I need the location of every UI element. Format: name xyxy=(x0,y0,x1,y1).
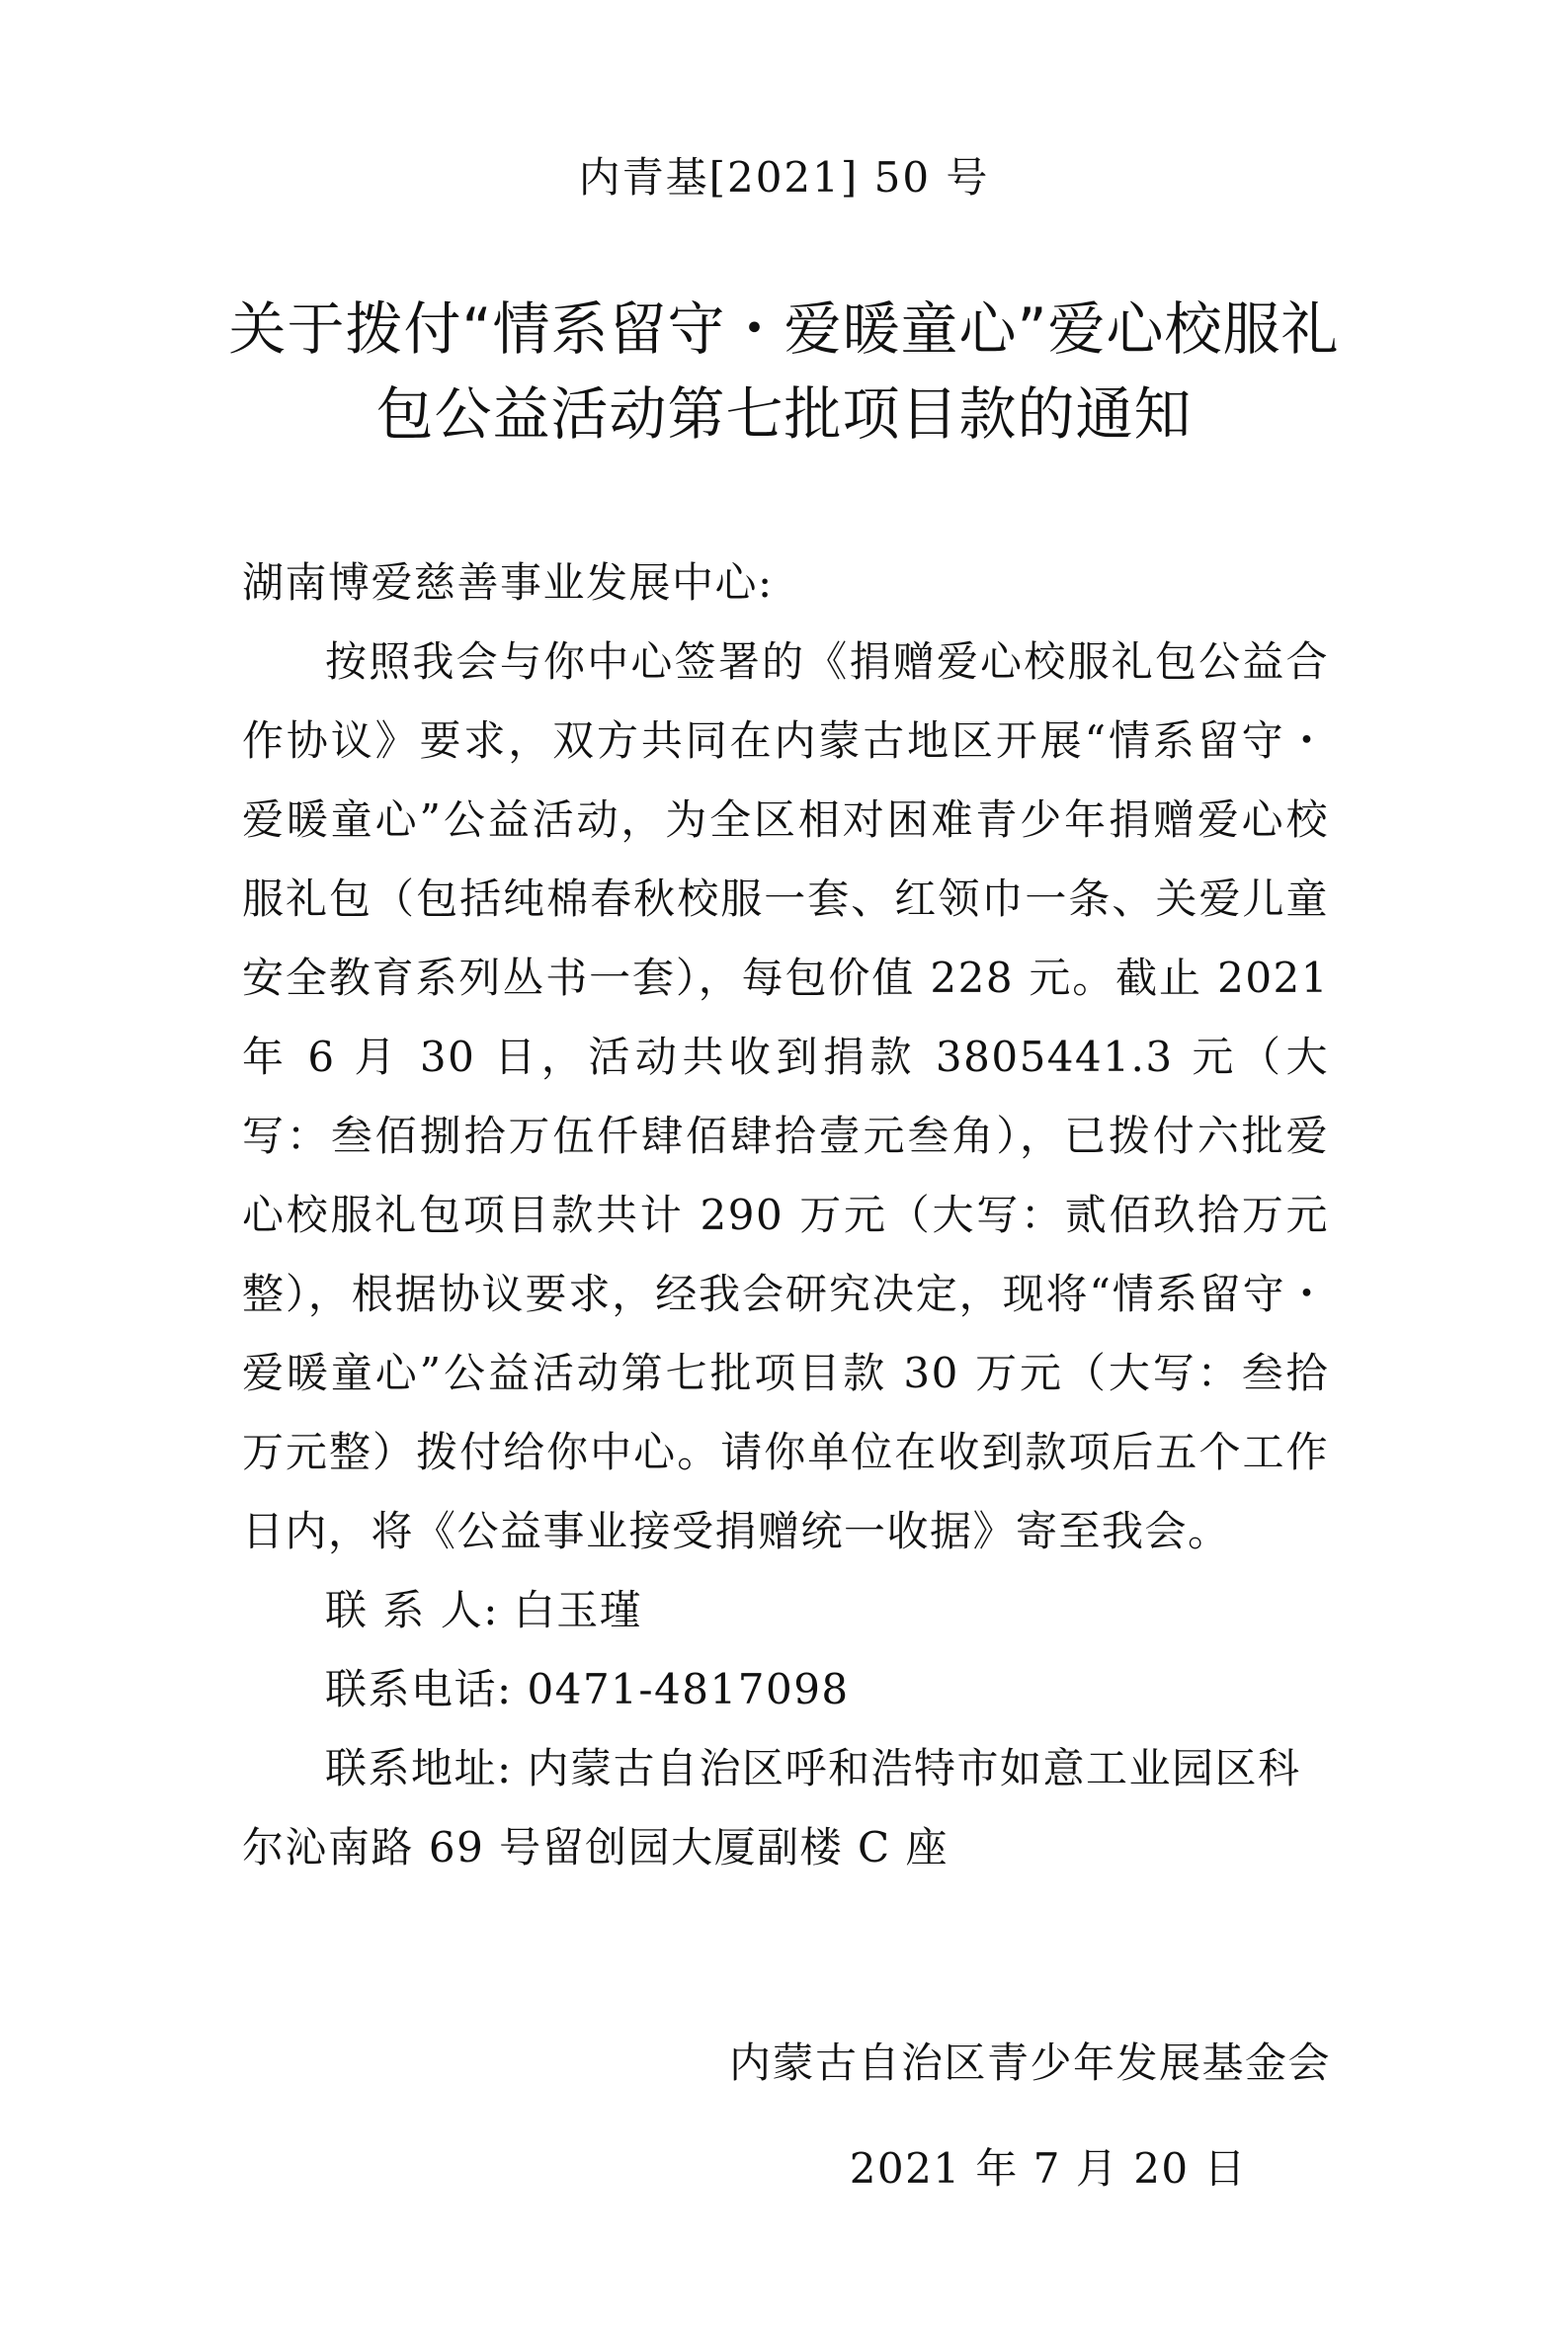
document-title xyxy=(198,287,1370,457)
issue-date: 2021 年 7 月 20 日 xyxy=(849,2144,1247,2193)
document-body xyxy=(242,543,1329,1887)
document-title-line-2: 包公益活动第七批项目款的通知 xyxy=(375,380,1193,448)
contact-address: 联系地址: 内蒙古自治区呼和浩特市如意工业园区科尔沁南路 69 号留创园大厦副楼 C 座 xyxy=(242,1744,1301,1872)
contact-person: 联 系 人: 白玉瑾 xyxy=(325,1586,643,1634)
document-number: 内青基[2021] 50 号 xyxy=(578,153,990,202)
salutation: 湖南博爱慈善事业发展中心: xyxy=(242,558,774,607)
contact-phone: 联系电话: 0471-4817098 xyxy=(325,1665,850,1713)
main-paragraph: 按照我会与你中心签署的《捐赠爱心校服礼包公益合作协议》要求，双方共同在内蒙古地区开展“情系留守・爱暖童心”公益活动，为全区相对困难青少年捐赠爱心校服礼包（包括纯棉春秋校服一套、红领巾一条、关爱儿童安全教育系列丛书一套），每包价值 228 元。截止 2021 年 6 月 30 日，活动共收到捐款 3805441.3 元（大写：叁佰捌拾万伍仟肆佰肆拾壹元叁角），已拨付六批爱心校服礼包项目款共计 290 万元（大写：贰佰玖拾万元整），根据协议要求，经我会研究决定，现将“情系留守・爱暖童心”公益活动第七批项目款 30 万元（大写：叁拾万元整）拨付给你中心。请你单位在收到款项后五个工作日内，将《公益事业接受捐赠统一收据》寄至我会。 xyxy=(242,637,1329,1555)
issuer-signature: 内蒙古自治区青少年发展基金会 xyxy=(728,2039,1331,2087)
document-title-line-1: 关于拨付“情系留守・爱暖童心”爱心校服礼 xyxy=(228,295,1340,363)
